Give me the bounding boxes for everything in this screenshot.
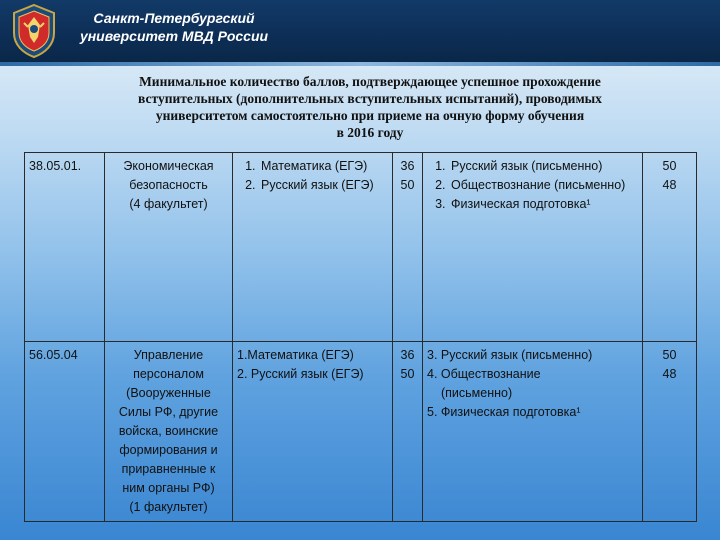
university-score: 48 [662, 178, 677, 192]
document-title-line1: Минимальное количество баллов, подтверждающее успешное прохождение [139, 74, 601, 89]
ege-scores [393, 342, 423, 522]
ege-subject-item: 2. Русский язык (ЕГЭ) [237, 367, 364, 381]
ege-score: 36 [400, 348, 415, 362]
university-score: 48 [662, 367, 677, 381]
specialty-name-line: ним органы РФ) [122, 481, 215, 495]
table-row [25, 153, 697, 342]
university-score: 50 [662, 159, 677, 173]
ege-scores [393, 153, 423, 342]
university-test-item: 4. Обществознание [427, 367, 541, 381]
university-test-item: 3. Русский язык (письменно) [427, 348, 593, 362]
document-title-line3: университетом самостоятельно при приеме на очную форму обучения [155, 108, 585, 123]
university-scores [643, 342, 697, 522]
specialty-name-line: войска, воинские [118, 424, 219, 438]
specialty-name-line: (Вооруженные [126, 386, 211, 400]
ege-score: 36 [400, 159, 415, 173]
specialty-name-line: Экономическая [123, 159, 214, 173]
specialty-code: 38.05.01. [25, 153, 105, 342]
university-test-item: (письменно) [441, 386, 513, 400]
university-tests [423, 342, 643, 522]
ege-subject-item: 1. Математика (ЕГЭ) [259, 157, 388, 176]
specialty-name [105, 342, 233, 522]
university-title [66, 9, 282, 45]
university-test-item: 3. Физическая подготовка¹ [449, 195, 638, 214]
ege-score: 50 [400, 367, 415, 381]
specialty-name-line: (4 факультет) [129, 197, 208, 211]
university-score: 50 [662, 348, 677, 362]
specialty-name-line: Силы РФ, другие [118, 405, 219, 419]
specialty-name-line: безопасность [129, 178, 208, 192]
university-title-line2: университет МВД России [79, 28, 269, 44]
university-tests [423, 153, 643, 342]
specialty-name-line: (1 факультет) [129, 500, 208, 514]
ege-subjects [233, 153, 393, 342]
ege-score: 50 [400, 178, 415, 192]
document-title-line2: вступительных (дополнительных вступительных испытаний), проводимых [138, 91, 602, 106]
university-title-line1: Санкт-Петербургский [93, 10, 255, 26]
header-stripe [0, 62, 720, 66]
ege-subjects [233, 342, 393, 522]
ege-subject-item: 1.Математика (ЕГЭ) [237, 348, 354, 362]
ege-subject-item: 2. Русский язык (ЕГЭ) [259, 176, 388, 195]
university-emblem-icon [10, 3, 58, 59]
specialty-name-line: формирования и [119, 443, 218, 457]
university-test-item: 5. Физическая подготовка¹ [427, 405, 581, 419]
university-scores [643, 153, 697, 342]
document-title [78, 73, 662, 141]
specialty-name-line: Управление [133, 348, 204, 362]
university-test-item: 1. Русский язык (письменно) [449, 157, 638, 176]
document-title-line4: в 2016 году [336, 125, 404, 140]
university-test-item: 2. Обществознание (письменно) [449, 176, 638, 195]
specialty-name [105, 153, 233, 342]
admission-scores-table [24, 152, 697, 522]
specialty-code: 56.05.04 [25, 342, 105, 522]
specialty-name-line: приравненные к [121, 462, 216, 476]
specialty-name-line: персоналом [133, 367, 204, 381]
table-row [25, 342, 697, 522]
